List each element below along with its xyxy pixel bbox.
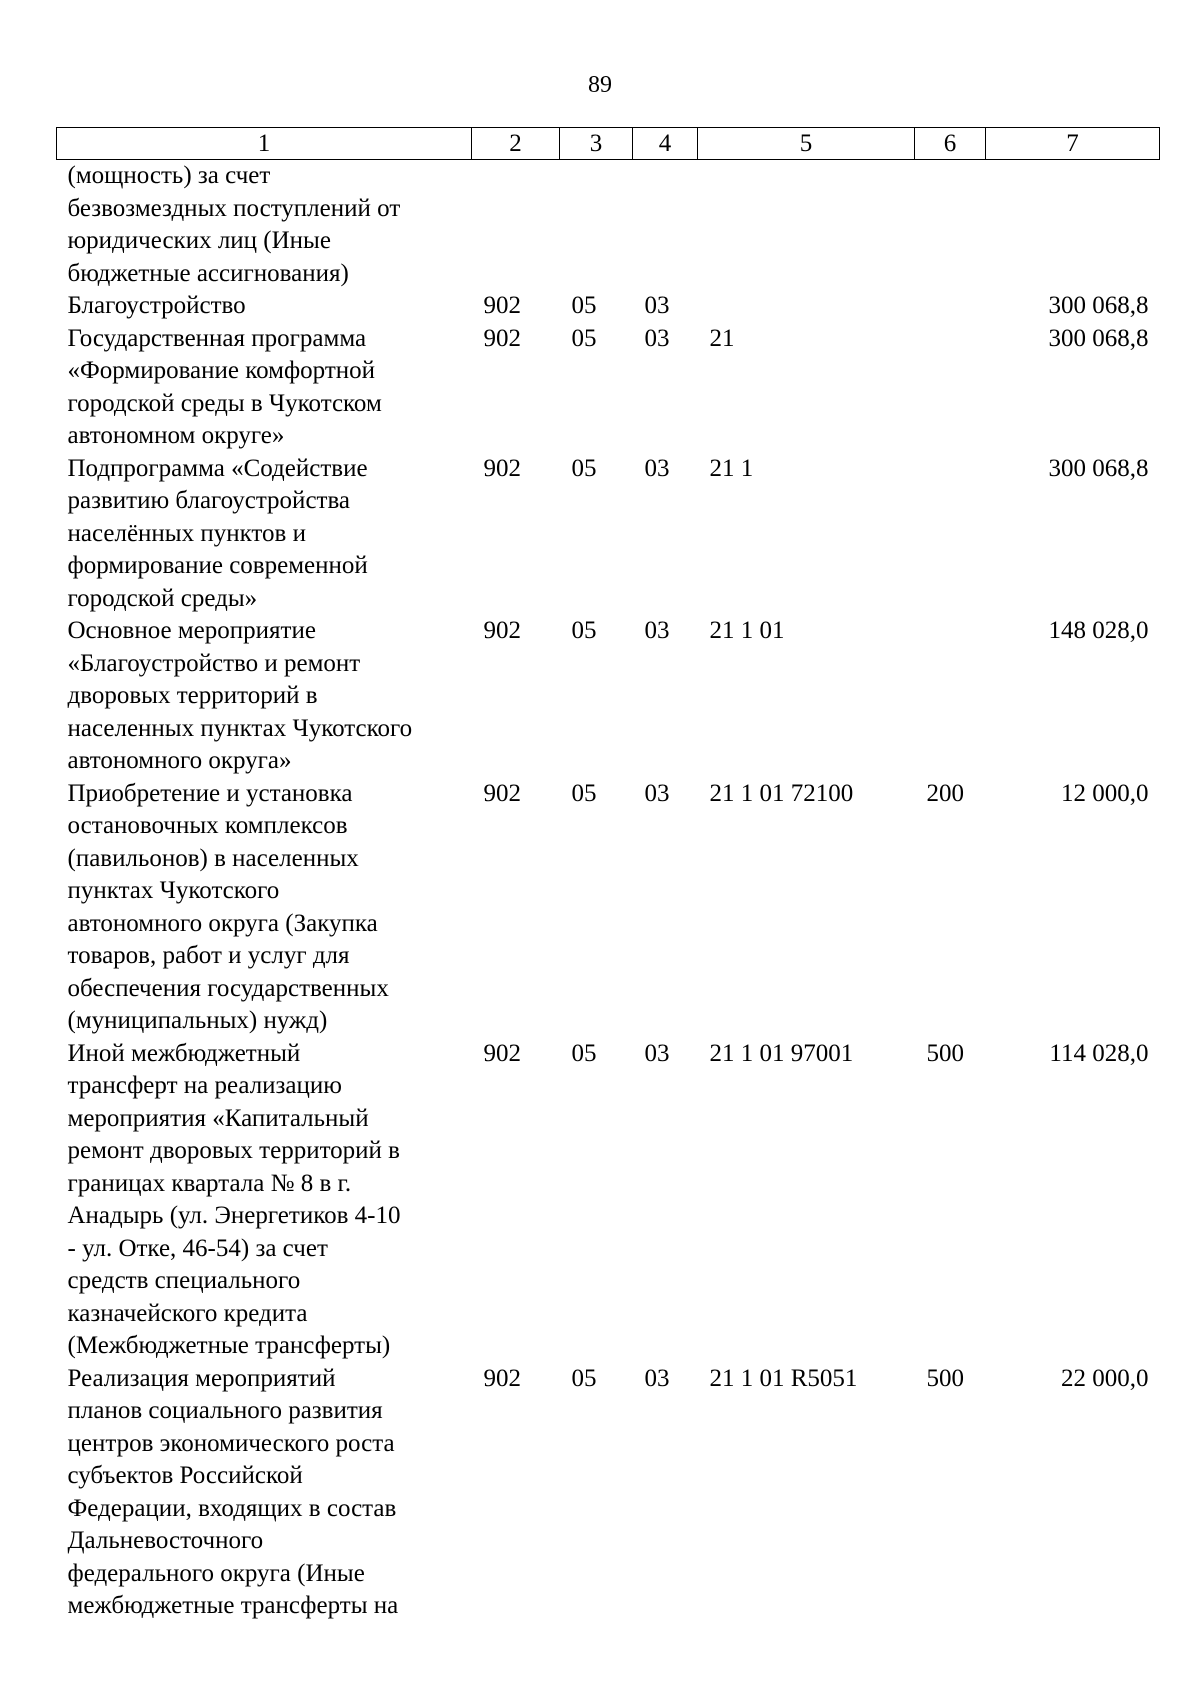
- name-line: «Благоустройство и ремонт: [67, 649, 361, 677]
- cell-podrazdel: 03: [644, 324, 670, 352]
- header-col-3: 3: [560, 128, 633, 160]
- name-line: центров экономического роста: [67, 1429, 395, 1457]
- cell-name: [57, 778, 472, 1038]
- name-line: казначейского кредита: [67, 1299, 308, 1327]
- cell-name: [57, 615, 472, 778]
- name-line: городской среды в Чукотском: [67, 389, 382, 417]
- cell-target-item: 21 1 01: [709, 617, 785, 644]
- cell-expense-type: [915, 453, 986, 616]
- header-col-7: 7: [986, 128, 1160, 160]
- cell-name: [57, 1038, 472, 1363]
- name-line: (мощность) за счет: [67, 162, 271, 189]
- table-row: [57, 323, 1160, 453]
- table-row: [57, 453, 1160, 616]
- cell-glava: 902: [483, 1039, 521, 1067]
- name-line: ремонт дворовых территорий в: [67, 1137, 400, 1164]
- name-line: Подпрограмма «Содействие: [67, 454, 368, 482]
- name-line: Дальневосточного: [67, 1527, 264, 1554]
- cell-expense-type: 200: [926, 779, 964, 807]
- cell-target-item: [698, 160, 915, 291]
- name-line: субъектов Российской: [67, 1462, 303, 1489]
- name-line: Основное мероприятие: [67, 617, 316, 644]
- cell-glava: 902: [483, 1364, 521, 1392]
- header-col-4: 4: [633, 128, 698, 160]
- table-row: [57, 290, 1160, 323]
- cell-name: [57, 453, 472, 616]
- cell-razdel: 05: [571, 617, 597, 644]
- page-number: 89: [588, 72, 612, 98]
- cell-amount: 148 028,0: [1048, 617, 1149, 644]
- name-line: Федерации, входящих в состав: [67, 1494, 397, 1522]
- cell-expense-type: [915, 160, 986, 291]
- header-row: [57, 128, 1160, 160]
- cell-razdel: 05: [571, 1039, 597, 1067]
- cell-amount: 300 068,8: [1048, 454, 1149, 482]
- name-line: Государственная программа: [67, 324, 367, 352]
- name-line: дворовых территорий в: [67, 682, 318, 709]
- cell-target-item: 21 1 01 97001: [709, 1039, 854, 1067]
- cell-glava: 902: [483, 292, 521, 319]
- cell-podrazdel: 03: [644, 292, 670, 319]
- name-line: планов социального развития: [67, 1397, 383, 1424]
- header-col-1: 1: [57, 128, 472, 160]
- table-row: [57, 615, 1160, 778]
- name-line: межбюджетные трансферты на: [67, 1592, 399, 1619]
- cell-target-item: 21 1: [709, 454, 754, 482]
- cell-podrazdel: 03: [644, 779, 670, 807]
- cell-name: [57, 160, 472, 291]
- cell-expense-type: [915, 615, 986, 778]
- cell-glava: 902: [483, 617, 521, 644]
- name-line: автономном округе»: [67, 422, 285, 449]
- cell-expense-type: 500: [926, 1039, 964, 1067]
- name-line: населённых пунктов и: [67, 519, 306, 547]
- name-line: средств специального: [67, 1267, 301, 1294]
- header-col-6: 6: [915, 128, 986, 160]
- table-header: [57, 128, 1160, 160]
- name-line: «Формирование комфортной: [67, 357, 376, 384]
- name-line: городской среды»: [67, 584, 258, 612]
- table-body: [57, 160, 1160, 1623]
- cell-amount: 300 068,8: [1048, 324, 1149, 352]
- name-line: (муниципальных) нужд): [67, 1007, 328, 1034]
- name-line: безвозмездных поступлений от: [67, 194, 401, 222]
- name-line: - ул. Отке, 46-54) за счет: [67, 1234, 328, 1262]
- cell-target-item: 21 1 01 R5051: [709, 1364, 858, 1392]
- name-line: товаров, работ и услуг для: [67, 942, 350, 969]
- header-col-5: 5: [698, 128, 915, 160]
- cell-razdel: 05: [571, 292, 597, 319]
- name-line: федерального округа (Иные: [67, 1559, 365, 1587]
- name-line: Реализация мероприятий: [67, 1364, 336, 1392]
- name-line: формирование современной: [67, 552, 368, 579]
- cell-razdel: 05: [571, 779, 597, 807]
- cell-amount: 114 028,0: [1049, 1039, 1149, 1067]
- table-row: [57, 778, 1160, 1038]
- name-line: Приобретение и установка: [67, 779, 353, 807]
- cell-razdel: [560, 160, 633, 291]
- cell-amount: [986, 160, 1160, 291]
- cell-name: [57, 1363, 472, 1623]
- name-line: (павильонов) в населенных: [67, 844, 359, 872]
- name-line: остановочных комплексов: [67, 812, 348, 839]
- cell-razdel: 05: [571, 324, 597, 352]
- name-line: (Межбюджетные трансферты): [67, 1332, 391, 1359]
- cell-glava: [472, 160, 560, 291]
- cell-expense-type: [915, 290, 986, 323]
- cell-name: [57, 290, 472, 323]
- name-line: Благоустройство: [67, 292, 246, 319]
- name-line: обеспечения государственных: [67, 974, 389, 1002]
- table-row: [57, 1363, 1160, 1623]
- name-line: Иной межбюджетный: [67, 1039, 301, 1067]
- name-line: мероприятия «Капитальный: [67, 1104, 369, 1132]
- cell-name: [57, 323, 472, 453]
- name-line: бюджетные ассигнования): [67, 259, 349, 287]
- budget-table: [56, 127, 1160, 1623]
- cell-amount: 12 000,0: [1061, 779, 1149, 807]
- name-line: населенных пунктах Чукотского: [67, 714, 413, 742]
- cell-expense-type: [915, 323, 986, 453]
- table-row: [57, 1038, 1160, 1363]
- cell-target-item: [698, 290, 915, 323]
- header-col-2: 2: [472, 128, 560, 160]
- cell-razdel: 05: [571, 454, 597, 482]
- cell-glava: 902: [483, 779, 521, 807]
- cell-podrazdel: [633, 160, 698, 291]
- name-line: границах квартала № 8 в г.: [67, 1169, 352, 1197]
- cell-razdel: 05: [571, 1364, 597, 1392]
- cell-amount: 300 068,8: [1048, 292, 1149, 319]
- table-row: [57, 160, 1160, 291]
- name-line: пунктах Чукотского: [67, 877, 280, 904]
- name-line: юридических лиц (Иные: [67, 227, 331, 254]
- cell-glava: 902: [483, 454, 521, 482]
- cell-target-item: 21: [709, 324, 735, 352]
- name-line: развитию благоустройства: [67, 487, 351, 514]
- cell-podrazdel: 03: [644, 1364, 670, 1392]
- cell-target-item: 21 1 01 72100: [709, 779, 854, 807]
- cell-expense-type: 500: [926, 1364, 964, 1392]
- cell-podrazdel: 03: [644, 617, 670, 644]
- cell-amount: 22 000,0: [1061, 1364, 1149, 1392]
- cell-podrazdel: 03: [644, 454, 670, 482]
- name-line: трансферт на реализацию: [67, 1072, 342, 1099]
- name-line: Анадырь (ул. Энергетиков 4-10: [67, 1202, 401, 1229]
- cell-podrazdel: 03: [644, 1039, 670, 1067]
- name-line: автономного округа (Закупка: [67, 909, 378, 937]
- cell-glava: 902: [483, 324, 521, 352]
- name-line: автономного округа»: [67, 747, 292, 774]
